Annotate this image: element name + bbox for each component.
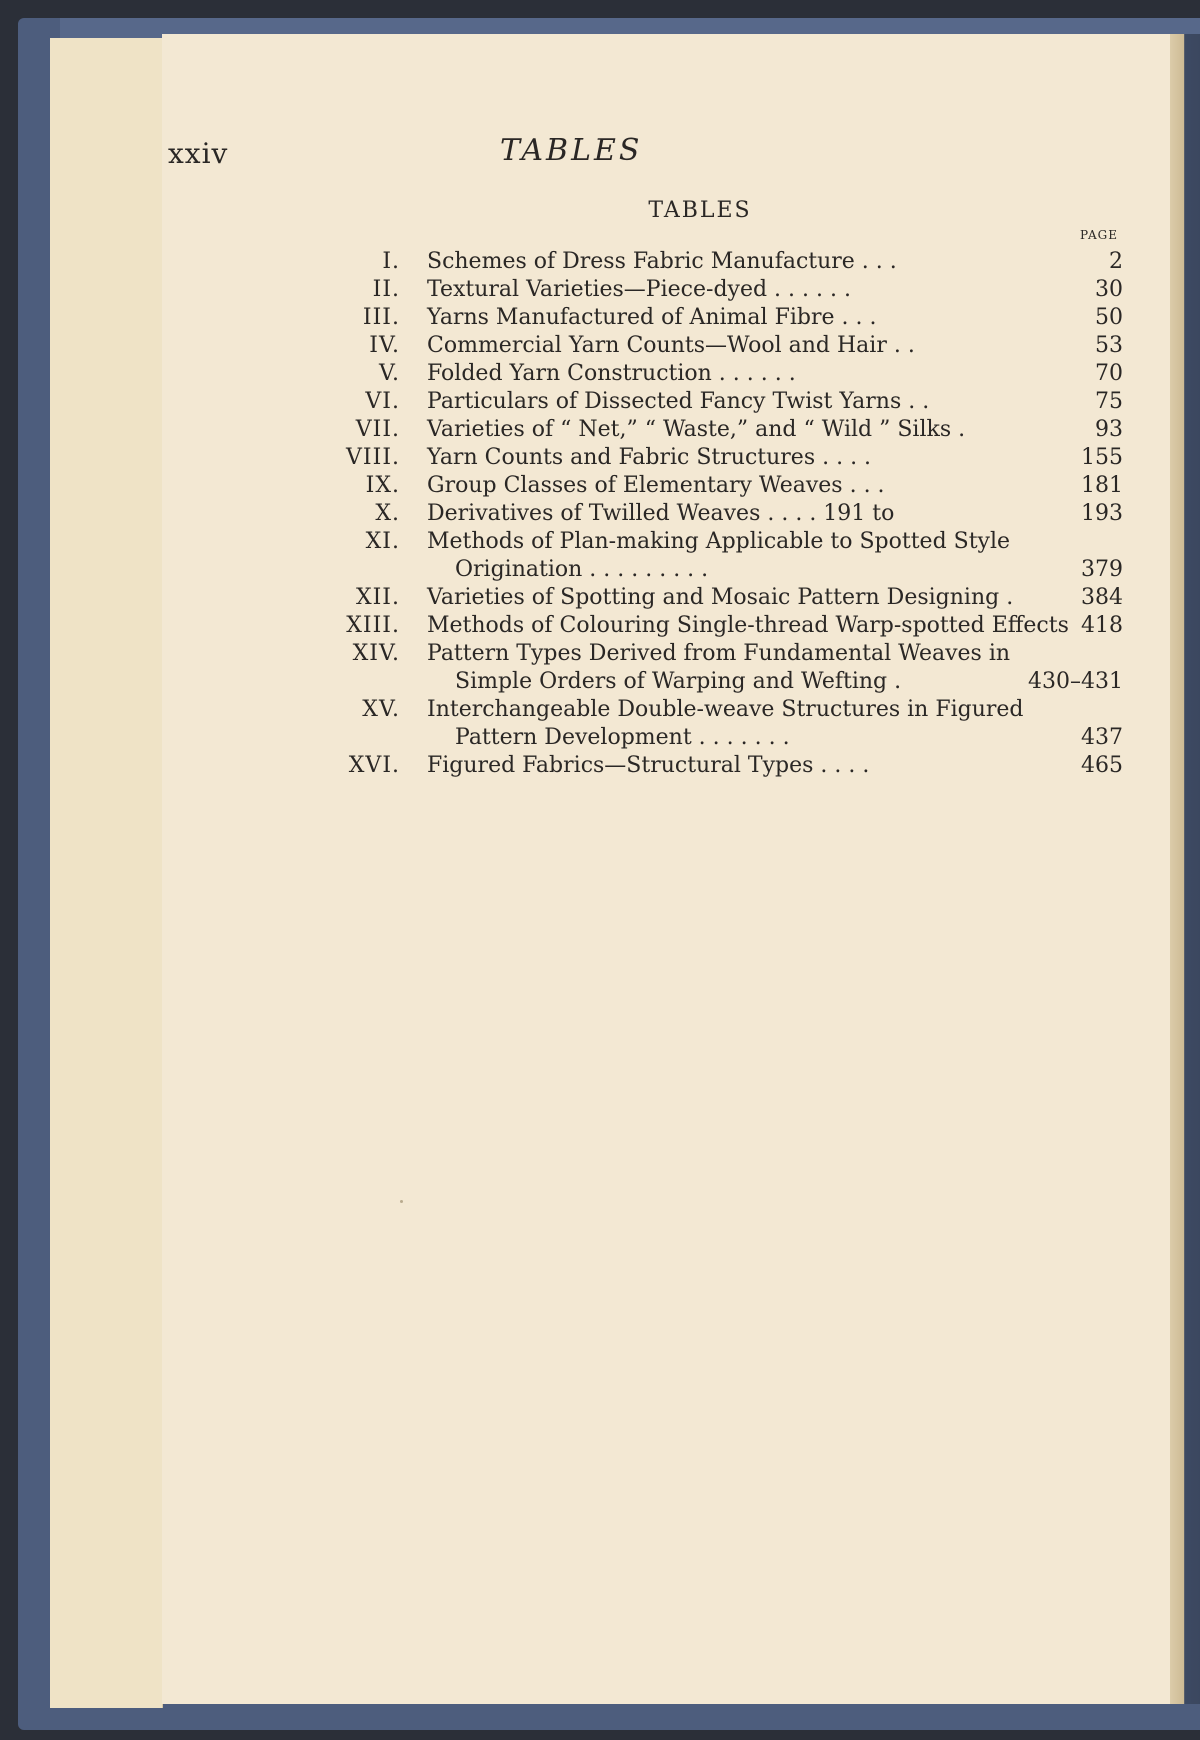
table-number: I. [382,249,400,274]
list-item [0,528,1140,556]
page-number: 430–431 [1028,669,1123,694]
table-title: Schemes of Dress Fabric Manufacture . . . [427,249,897,274]
table-title: Interchangeable Double-weave Structures in Figured [427,697,1024,722]
list-item [0,724,1140,752]
table-number: IV. [369,333,400,358]
table-number: VIII. [346,445,400,470]
list-item [0,416,1140,444]
list-item [0,696,1140,724]
table-number: VII. [355,417,400,442]
list-item [0,556,1140,584]
page-number: 70 [1095,361,1123,386]
page-number: 384 [1081,585,1123,610]
list-item [0,360,1140,388]
list-item [0,612,1140,640]
table-title: Derivatives of Twilled Weaves . . . . 191 to [427,501,895,526]
list-item [0,444,1140,472]
list-item [0,388,1140,416]
list-item [0,500,1140,528]
list-item [0,584,1140,612]
table-number: II. [372,277,400,302]
table-title: Folded Yarn Construction . . . . . . [427,361,796,386]
section-title [0,198,1200,223]
page-number: 379 [1081,557,1123,582]
table-number: XIV. [352,641,400,666]
table-title: Figured Fabrics—Structural Types . . . . [427,753,870,778]
table-number: XIII. [346,613,400,638]
list-item [0,332,1140,360]
table-title: Pattern Development . . . . . . . [455,725,790,750]
table-number: III. [362,305,400,330]
page-number: 181 [1081,473,1123,498]
section-title-text: TABLES [648,198,752,223]
page-number: 437 [1081,725,1123,750]
page-number: 193 [1081,501,1123,526]
table-title: Particulars of Dissected Fancy Twist Yarns . . [427,389,930,414]
table-number: XII. [355,585,400,610]
list-item [0,752,1140,780]
table-number: V. [378,361,400,386]
page-number: 93 [1095,417,1123,442]
table-title: Varieties of “ Net,” “ Waste,” and “ Wild ” Silks . [427,417,966,442]
page-number: 75 [1095,389,1123,414]
list-item [0,304,1140,332]
table-number: XI. [365,529,400,554]
running-title: TABLES [500,133,643,168]
table-number: XV. [362,697,400,722]
paper-speck [400,1200,403,1203]
running-head [0,133,1200,177]
page-number: 50 [1095,305,1123,330]
table-title: Methods of Plan-making Applicable to Spotted Style [427,529,1011,554]
list-item [0,276,1140,304]
page-folio: xxiv [168,137,229,170]
table-title: Methods of Colouring Single-thread Warp-spotted Effects [427,613,1069,638]
table-number: VI. [365,389,400,414]
list-item [0,472,1140,500]
page-number: 465 [1081,753,1123,778]
table-number: IX. [365,473,400,498]
list-item [0,640,1140,668]
table-number: XVI. [348,753,400,778]
table-title: Yarns Manufactured of Animal Fibre . . . [427,305,877,330]
page-number: 30 [1095,277,1123,302]
table-title: Varieties of Spotting and Mosaic Pattern Designing . [427,585,1014,610]
tables-list [0,248,1140,780]
page-number: 53 [1095,333,1123,358]
table-number: X. [375,501,400,526]
list-item [0,248,1140,276]
table-title: Simple Orders of Warping and Wefting . [455,669,902,694]
page-number: 418 [1081,613,1123,638]
page-number: 155 [1081,445,1123,470]
table-title: Group Classes of Elementary Weaves . . . [427,473,885,498]
table-title: Origination . . . . . . . . . [455,557,709,582]
page-number: 2 [1109,249,1123,274]
table-title: Commercial Yarn Counts—Wool and Hair . . [427,333,915,358]
list-item [0,668,1140,696]
table-title: Pattern Types Derived from Fundamental Weaves in [427,641,1011,666]
table-title: Textural Varieties—Piece-dyed . . . . . . [427,277,851,302]
table-title: Yarn Counts and Fabric Structures . . . . [427,445,872,470]
page-column-label: PAGE [1080,228,1118,242]
